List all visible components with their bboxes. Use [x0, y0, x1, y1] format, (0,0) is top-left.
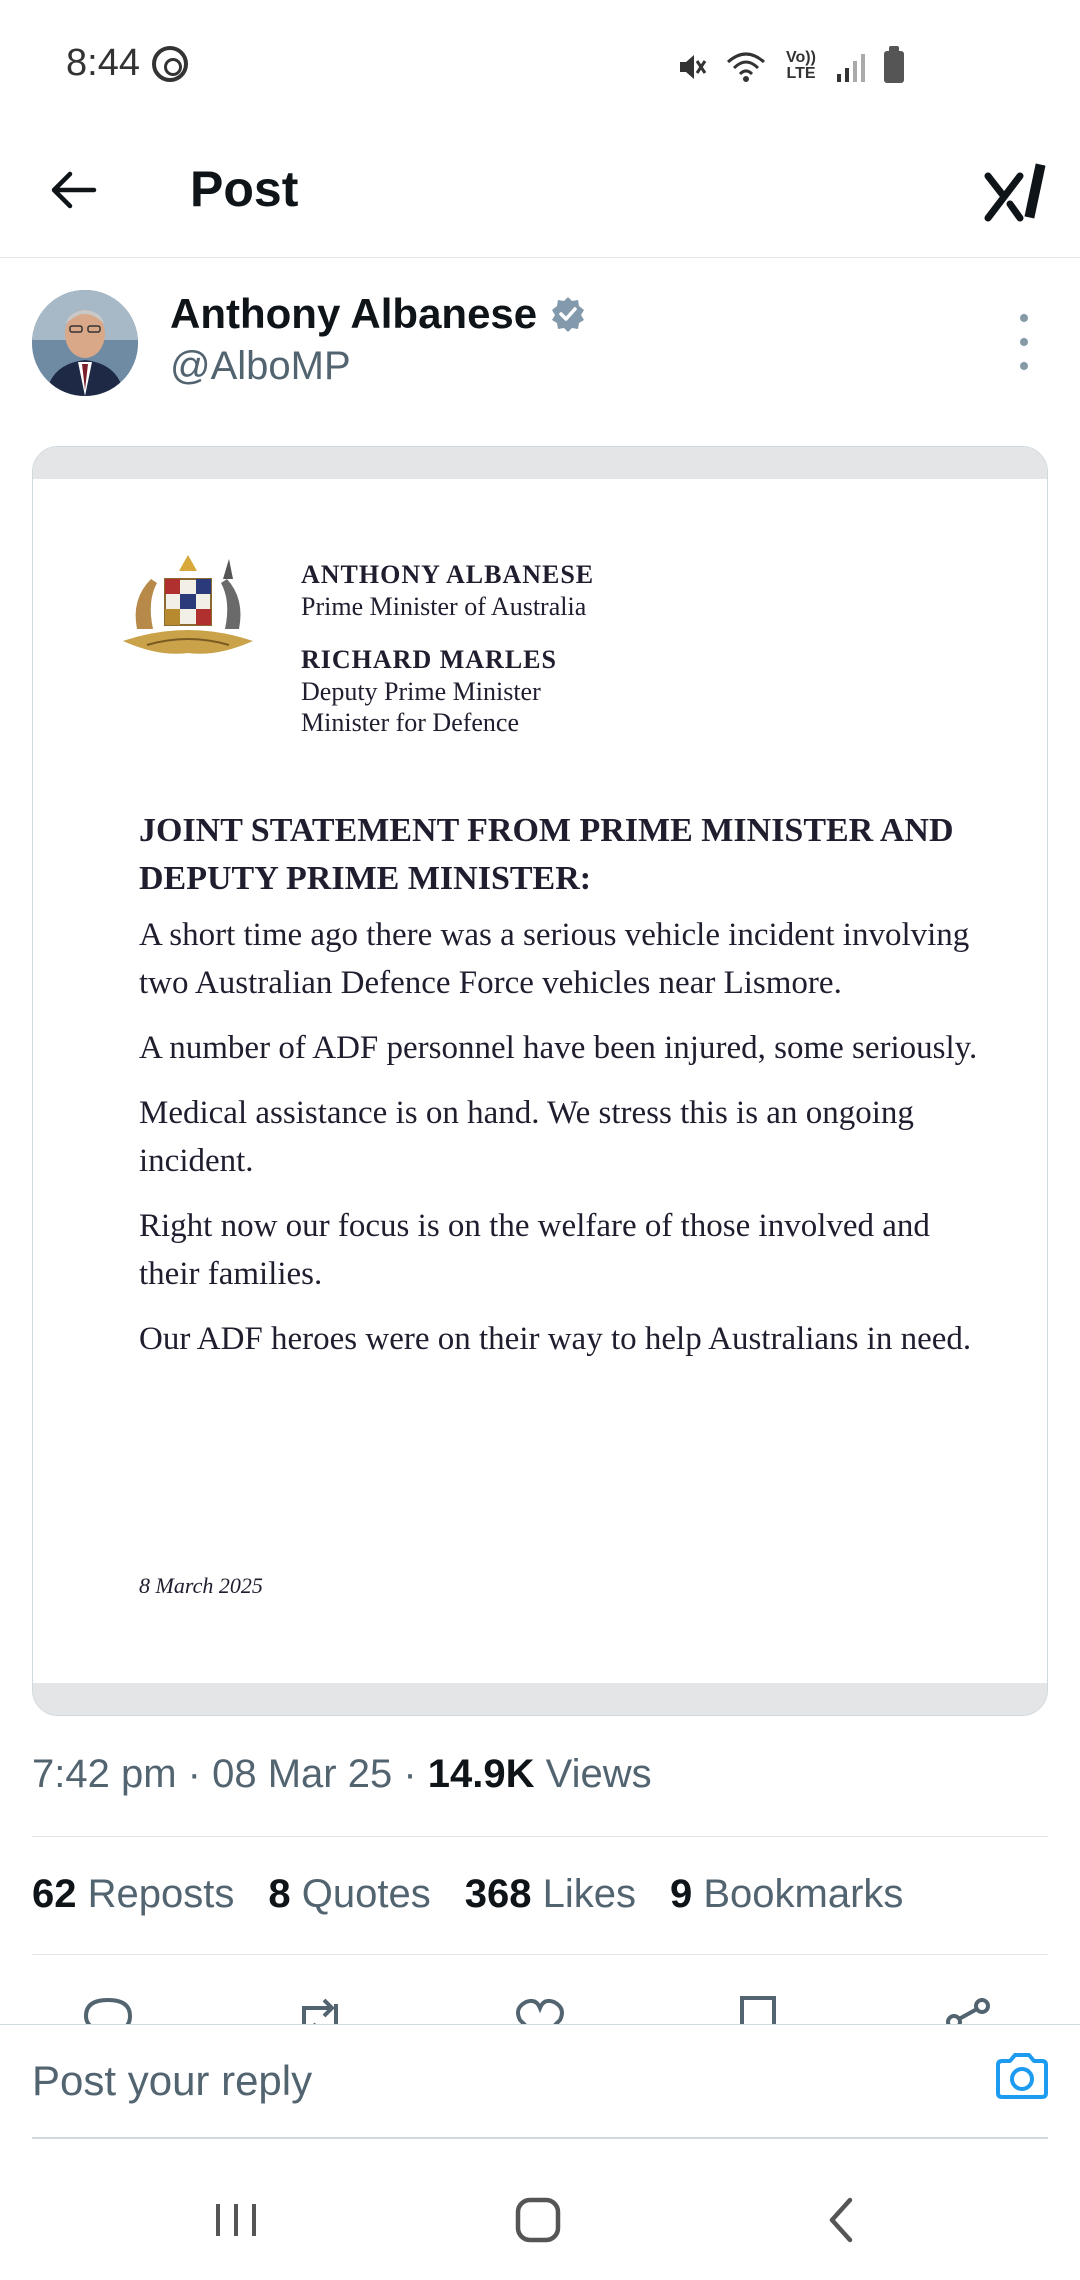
- action-bar: [0, 1984, 1080, 2024]
- grok-icon[interactable]: [980, 154, 1052, 226]
- divider: [32, 1836, 1048, 1837]
- back-nav-icon[interactable]: [812, 2190, 872, 2250]
- quotes-stat[interactable]: [268, 1872, 430, 1917]
- author-name-text: Anthony Albanese: [170, 290, 538, 337]
- reply-bar: [0, 2024, 1080, 2140]
- status-bar: [0, 0, 1080, 130]
- avatar[interactable]: [32, 290, 138, 396]
- media-letterbox-bottom: [33, 1683, 1047, 1715]
- avatar-photo: [32, 290, 138, 396]
- engagement-stats: [32, 1872, 903, 1917]
- wifi-icon: [726, 50, 766, 84]
- statement-document: [33, 479, 1047, 1685]
- author-name[interactable]: [170, 290, 587, 338]
- signatory-title: Minister for Defence: [301, 708, 520, 737]
- more-dot-icon: [1020, 362, 1028, 370]
- back-button[interactable]: [42, 158, 106, 222]
- stat-count: 62: [32, 1872, 77, 1916]
- stat-label: Reposts: [87, 1872, 235, 1916]
- signatories: [301, 559, 594, 738]
- statement-heading: JOINT STATEMENT FROM PRIME MINISTER AND DEPUTY PRIME MINISTER:: [139, 812, 954, 897]
- stat-count: 8: [268, 1872, 291, 1916]
- post-author: [32, 288, 1048, 398]
- meta-separator: ·: [187, 1752, 201, 1796]
- reply-input[interactable]: [32, 2051, 932, 2111]
- signatory-title: Deputy Prime Minister: [301, 677, 541, 706]
- status-icons: [676, 50, 904, 84]
- home-icon[interactable]: [508, 2190, 568, 2250]
- bookmarks-stat[interactable]: [670, 1872, 903, 1917]
- statement-paragraph: Medical assistance is on hand. We stress this is an ongoing incident.: [139, 1095, 914, 1179]
- signatory-name: RICHARD MARLES: [301, 645, 557, 674]
- like-icon[interactable]: [512, 1992, 568, 2024]
- views-label: Views: [545, 1752, 652, 1796]
- stat-count: 9: [669, 1872, 693, 1916]
- views-count: 14.9K: [427, 1752, 535, 1796]
- repost-icon[interactable]: [292, 1992, 348, 2024]
- reply-underline: [32, 2137, 1048, 2139]
- post-date[interactable]: 08 Mar 25: [212, 1752, 393, 1796]
- stat-label: Bookmarks: [703, 1872, 904, 1916]
- signatory-title: Prime Minister of Australia: [301, 592, 587, 621]
- statement-paragraph: Right now our focus is on the welfare of those involved and their families.: [139, 1208, 930, 1292]
- statement-paragraph: A short time ago there was a serious vehicle incident involving two Australian Defence Force vehicles near Lismore.: [139, 917, 970, 1001]
- divider: [32, 1954, 1048, 1955]
- reposts-stat[interactable]: [32, 1872, 234, 1917]
- statement-body: [139, 911, 989, 1380]
- more-options-button[interactable]: [1008, 314, 1040, 370]
- stat-label: Quotes: [301, 1872, 431, 1916]
- reply-icon[interactable]: [80, 1992, 136, 2024]
- author-handle[interactable]: @AlboMP: [170, 344, 351, 388]
- recent-apps-icon[interactable]: [206, 2190, 266, 2250]
- stat-label: Likes: [542, 1872, 636, 1916]
- media-letterbox-top: [33, 447, 1047, 479]
- post-time[interactable]: 7:42 pm: [32, 1752, 177, 1796]
- share-icon[interactable]: [940, 1992, 996, 2024]
- meta-separator: ·: [403, 1752, 417, 1796]
- post-media-image[interactable]: [32, 446, 1048, 1716]
- page-title: Post: [190, 161, 299, 217]
- statement-date: 8 March 2025: [139, 1573, 263, 1598]
- clock: 8:44: [66, 42, 140, 84]
- stat-count: 368: [464, 1872, 532, 1916]
- more-dot-icon: [1020, 314, 1028, 322]
- mute-icon: [676, 50, 708, 84]
- status-time: [66, 42, 188, 85]
- likes-stat[interactable]: [465, 1872, 636, 1917]
- threads-notification-icon: [152, 46, 188, 82]
- lte-icon: Vo)) LTE: [786, 49, 816, 82]
- statement-paragraph: Our ADF heroes were on their way to help Australians in need.: [139, 1321, 972, 1357]
- arrow-left-icon: [50, 166, 98, 214]
- signal-icon: [836, 50, 866, 84]
- top-bar: [0, 130, 1080, 258]
- battery-icon: [884, 51, 904, 83]
- more-dot-icon: [1020, 338, 1028, 346]
- system-nav-bar: [0, 2160, 1080, 2280]
- post-timestamp: [32, 1752, 652, 1797]
- camera-icon[interactable]: [994, 2049, 1050, 2105]
- bookmark-icon[interactable]: [730, 1992, 786, 2024]
- statement-paragraph: A number of ADF personnel have been injured, some seriously.: [139, 1030, 978, 1066]
- signatory-name: ANTHONY ALBANESE: [301, 560, 595, 589]
- coat-of-arms-icon: [117, 549, 259, 661]
- verified-badge-icon: [549, 295, 587, 333]
